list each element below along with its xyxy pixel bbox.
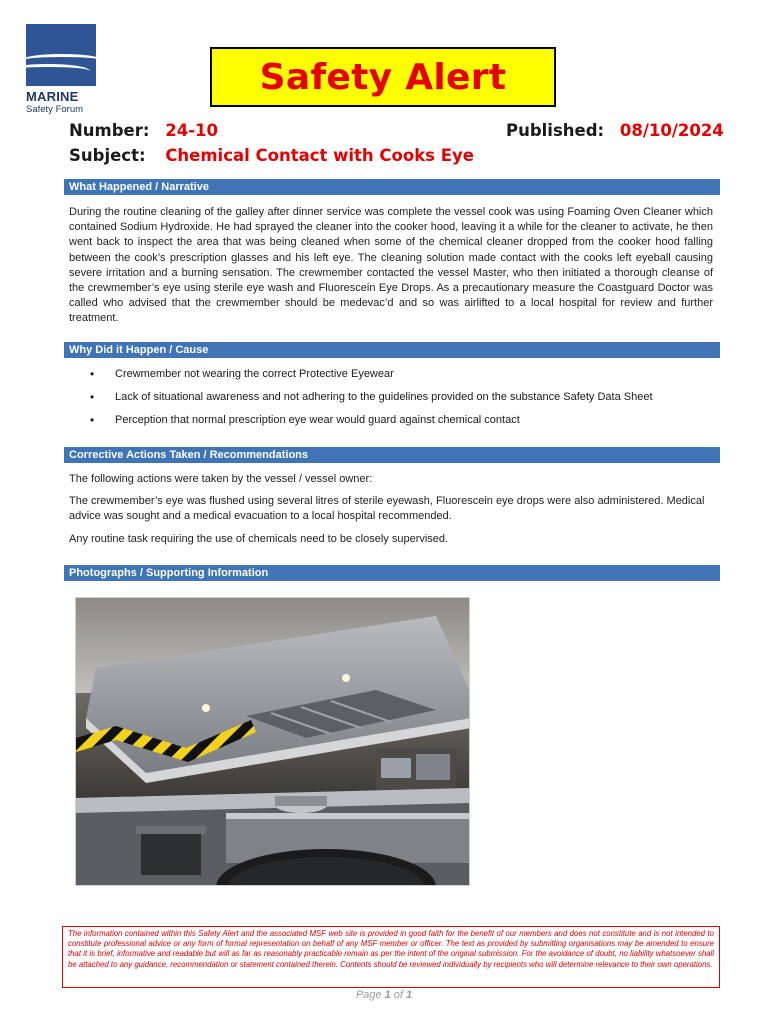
of-word: of (393, 989, 403, 1001)
marine-safety-forum-logo (26, 24, 98, 120)
galley-photo-illustration (76, 598, 470, 886)
logo-subtitle: Safety Forum (26, 104, 84, 115)
page-title: Safety Alert (259, 56, 507, 98)
actions-intro: The following actions were taken by the vessel / vessel owner: (69, 473, 373, 485)
alert-number (69, 121, 218, 140)
page-word: Page (355, 989, 382, 1001)
list-item: • Perception that normal prescription eye wear would guard against chemical contact (90, 413, 710, 428)
actions-detail: The crewmember’s eye was flushed using several litres of sterile eyewash, Fluorescein eye drops were also administered. Medical advice was sought and a medical evacuation to a local hospital recommended. (69, 495, 705, 523)
disclaimer-box: The information contained within this Safety Alert and the associated MSF web site is provided in good faith for the benefit of our members and does not constitute and is not intended to constitute professional advice or any form of formal representation on behalf of any MSF member or officer. The text as provided by submitting organisations may be amended to ensure that it is brief, informative and readable but will as far as reasonably practicable remain as per the intent of the original submission. For the avoidance of doubt, no liability whatsoever shall be attached to any guidance, recommendation or statement contained therein. Contents should be reviewed individually by recipients who will determine relevance to their own operations. (62, 926, 720, 988)
waves-icon (26, 24, 96, 86)
published-label: Published: (506, 121, 605, 140)
logo-brand: MARINE (26, 89, 79, 104)
published-value: 08/10/2024 (619, 121, 724, 140)
actions-recommendation: Any routine task requiring the use of chemicals need to be closely supervised. (69, 533, 449, 545)
section-heading-actions: Corrective Actions Taken / Recommendations (64, 447, 720, 463)
page-current: 1 (384, 989, 391, 1001)
section-heading-narrative: What Happened / Narrative (64, 179, 720, 195)
list-item: • Crewmember not wearing the correct Protective Eyewear (90, 367, 710, 382)
galley-cooker-hood-photo (75, 597, 470, 886)
list-item: • Lack of situational awareness and not adhering to the guidelines provided on the substance Safety Data Sheet (90, 390, 710, 405)
number-label: Number: (69, 121, 150, 140)
section-heading-photos: Photographs / Supporting Information (64, 565, 720, 581)
cause-list (90, 367, 710, 436)
number-value: 24-10 (165, 121, 219, 140)
page-total: 1 (406, 989, 413, 1001)
alert-published (506, 121, 724, 140)
subject-value: Chemical Contact with Cooks Eye (165, 146, 474, 165)
subject-label: Subject: (69, 146, 146, 165)
safety-alert-banner (210, 47, 556, 107)
alert-subject (69, 146, 474, 165)
narrative-text: During the routine cleaning of the galley after dinner service was complete the vessel cook was using Foaming Oven Cleaner which contained Sodium Hydroxide. He had sprayed the cleaner into the cooker hood, leaving it a while for the cleaner to activate, he then went back to inspect the area that was being cleaned when some of the chemical cleaner dropped from the cooker hood falling between the cook’s prescription glasses and his left eye. The cleaning solution made contact with the cooks left eyeball causing severe irritation and a burning sensation. The crewmember contacted the vessel Master, who then initiated a thorough cleanse of the crewmember’s eye using sterile eye wash and Fluorescein Eye Drops. As a precautionary measure the Coastguard Doctor was called who advised that the crewmember should be medevac’d and so was airlifted to a local hospital for review and further treatment. (69, 206, 713, 325)
section-heading-cause: Why Did it Happen / Cause (64, 342, 720, 358)
page-number (0, 989, 768, 1001)
